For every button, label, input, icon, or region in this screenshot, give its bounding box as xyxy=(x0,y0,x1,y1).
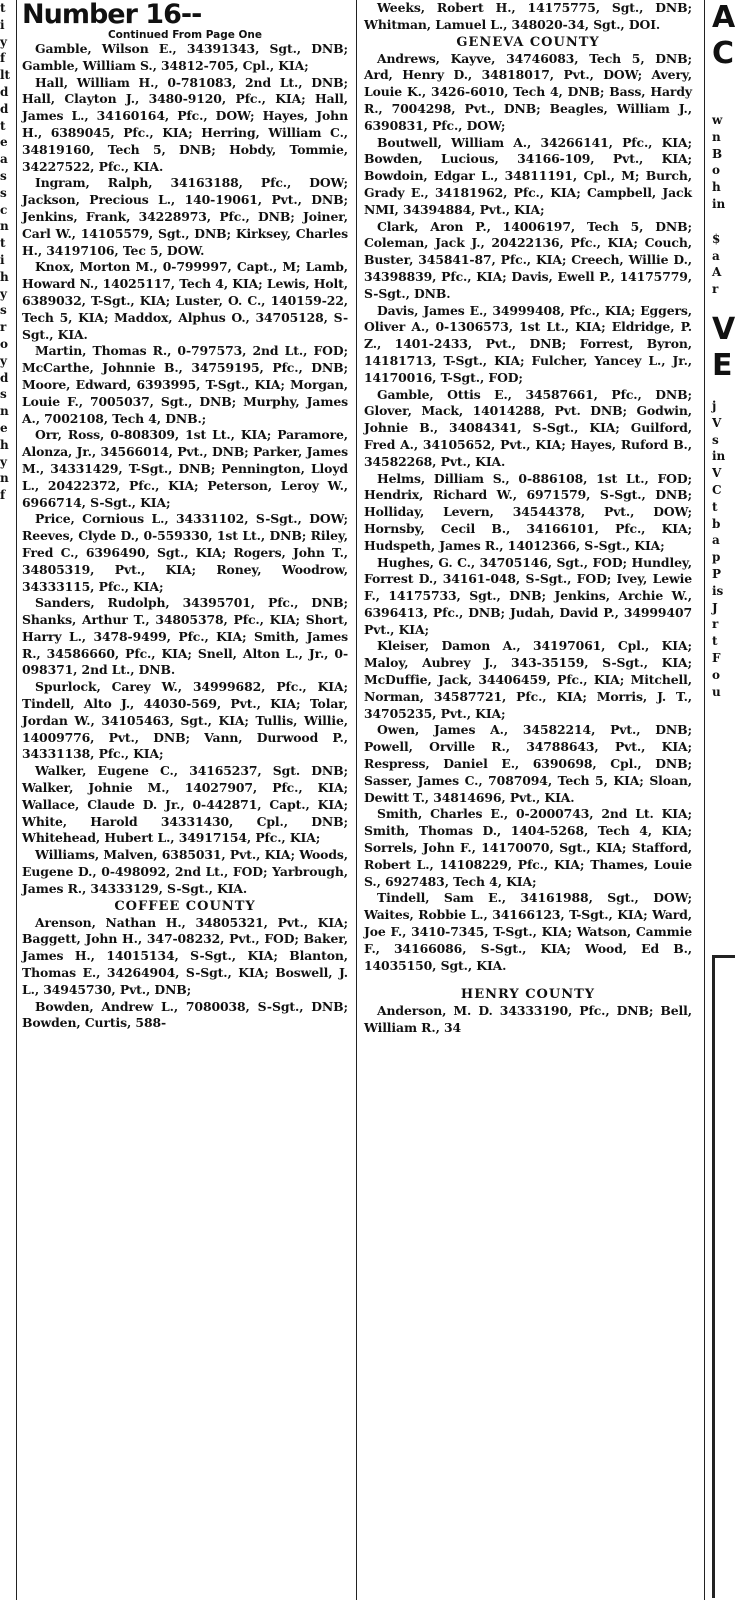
casualty-paragraph: Walker, Eugene C., 34165237, Sgt. DNB; Walker, Johnie M., 14027907, Pfc., KIA; Wallace, Claude D. Jr., 0-442871, Capt., KIA; White, Harold 34331430, Cpl., DNB; Whitehead, Hubert L., 34917154, Pfc., KIA; xyxy=(22,763,348,846)
fragment-text: o xyxy=(0,336,9,351)
fragment-headline-letter: C xyxy=(712,36,735,71)
fragment-text: t xyxy=(712,634,718,649)
casualty-paragraph: Spurlock, Carey W., 34999682, Pfc., KIA; Tindell, Alto J., 44030-569, Pvt., KIA; Tolar, Jordan W., 34105463, Sgt., KIA; Tullis, Willie, 14009776, Pvt., DNB; Vann, Durwood P., 34331138, Pfc., KIA; xyxy=(22,679,348,762)
fragment-text: in xyxy=(712,449,726,464)
article-heading: Number 16-- xyxy=(22,0,202,30)
fragment-text: h xyxy=(712,180,721,195)
fragment-text: B xyxy=(712,146,723,161)
fragment-text: y xyxy=(0,353,7,368)
fragment-text: t xyxy=(0,118,6,133)
fragment-text: s xyxy=(0,303,7,318)
county-heading-henry: HENRY COUNTY xyxy=(460,987,596,1003)
casualty-paragraph: Knox, Morton M., 0-799997, Capt., M; Lamb, Howard N., 14025117, Tech 4, KIA; Lewis, Holt, 6389032, T-Sgt., KIA; Luster, O. C., 140159-22, Tech 5, KIA; Maddox, Alphus O., 34705128, S-Sgt., KIA. xyxy=(22,259,348,342)
fragment-text: i xyxy=(0,17,5,32)
fragment-text: j xyxy=(712,398,717,413)
article-column-1 xyxy=(22,0,348,1600)
casualty-paragraph: Anderson, M. D. 34333190, Pfc., DNB; Bell, William R., 34 xyxy=(364,1003,692,1036)
fragment-text: F xyxy=(712,650,721,665)
fragment-text: n xyxy=(0,404,9,419)
fragment-text: a xyxy=(712,248,720,263)
casualty-list-coffee-county xyxy=(22,915,348,1033)
fragment-text: e xyxy=(0,135,8,150)
fragment-text: $ xyxy=(712,231,721,246)
county-heading-geneva: GENEVA COUNTY xyxy=(456,34,600,50)
fragment-text: r xyxy=(712,282,719,297)
fragment-text: s xyxy=(712,432,719,447)
casualty-list-geneva-county xyxy=(364,51,692,975)
casualty-paragraph: Hughes, G. C., 34705146, Sgt., FOD; Hundley, Forrest D., 34161-048, S-Sgt., FOD; Ivey, Lewie F., 14175733, Sgt., DNB; Jenkins, Archie W., 6396413, Pfc., DNB; Judah, David P., 34999407 Pvt., KIA; xyxy=(364,554,692,637)
casualty-paragraph: Kleiser, Damon A., 34197061, Cpl., KIA; Maloy, Aubrey J., 343-35159, S-Sgt., KIA; McDuffie, Jack, 34406459, Pfc., KIA; Mitchell, Norman, 34587721, Pfc., KIA; Morris, J. T., 34705235, Pvt., KIA; xyxy=(364,638,692,721)
fragment-text: t xyxy=(0,236,6,251)
fragment-text: f xyxy=(0,51,6,66)
casualty-paragraph: Gamble, Ottis E., 34587661, Pfc., DNB; Glover, Mack, 14014288, Pvt. DNB; Godwin, Johnie B., 34084341, S-Sgt., KIA; Guilford, Fred A., 34105652, Pvt., KIA; Hayes, Ruford B., 34582268, Pvt., KIA. xyxy=(364,386,692,469)
fragment-text: A xyxy=(712,265,722,280)
casualty-paragraph: Gamble, Wilson E., 34391343, Sgt., DNB; Gamble, William S., 34812-705, Cpl., KIA; xyxy=(22,41,348,73)
fragment-text: c xyxy=(0,202,8,217)
fragment-text: b xyxy=(712,516,721,531)
casualty-paragraph: Sanders, Rudolph, 34395701, Pfc., DNB; Shanks, Arthur T., 34805378, Pfc., KIA; Short, Harry L., 3478-9499, Pfc., KIA; Smith, James R., 34586660, Pfc., KIA; Snell, Alton L., Jr., 0-098371, 2nd Lt., DNB. xyxy=(22,595,348,678)
fragment-text: h xyxy=(0,437,9,452)
fragment-text: s xyxy=(0,387,7,402)
fragment-text: y xyxy=(0,286,7,301)
fragment-text: lt xyxy=(0,68,11,83)
fragment-text: t xyxy=(0,1,6,15)
adjacent-box-border xyxy=(712,955,735,1598)
fragment-text: p xyxy=(712,550,721,565)
continued-line: Continued From Page One xyxy=(107,29,263,41)
casualty-paragraph: Tindell, Sam E., 34161988, Sgt., DOW; Waites, Robbie L., 34166123, T-Sgt., KIA; Ward, Joe F., 3410-7345, T-Sgt., KIA; Watson, Cammie F., 34166086, S-Sgt., KIA; Wood, Ed B., 14035150, Sgt., KIA. xyxy=(364,890,692,973)
fragment-text: e xyxy=(0,420,8,435)
fragment-text: n xyxy=(0,471,9,486)
fragment-text: u xyxy=(712,684,721,699)
casualty-paragraph: Helms, Dilliam S., 0-886108, 1st Lt., FOD; Hendrix, Richard W., 6971579, S-Sgt., DNB; Holliday, Levern, 34544378, Pvt., DOW; Hornsby, Cecil B., 34166101, Pfc., KIA; Hudspeth, James R., 14012366, S-Sgt., KIA; xyxy=(364,470,692,553)
fragment-text: o xyxy=(712,163,721,178)
column-rule xyxy=(16,0,17,1600)
casualty-paragraph: Ingram, Ralph, 34163188, Pfc., DOW; Jackson, Precious L., 140-19061, Pvt., DNB; Jenkins, Frank, 34228973, Pfc., DNB; Joiner, Carl W., 14105579, Sgt., DNB; Kirksey, Charles H., 34197106, Tec 5, DOW. xyxy=(22,175,348,258)
fragment-text-lines xyxy=(712,398,724,700)
fragment-text: y xyxy=(0,454,7,469)
casualty-list-henry-county xyxy=(364,1003,692,1037)
fragment-text: J xyxy=(712,600,718,615)
fragment-text: r xyxy=(0,320,7,335)
fragment-text: d xyxy=(0,84,9,99)
fragment-text-lines xyxy=(712,231,724,298)
fragment-text: n xyxy=(0,219,9,234)
fragment-headline-letter: E xyxy=(712,347,733,383)
article-column-2 xyxy=(364,0,692,1600)
fragment-text: s xyxy=(0,168,7,183)
fragment-headline-letter: V xyxy=(712,311,735,347)
county-heading-coffee: COFFEE COUNTY xyxy=(114,898,256,914)
fragment-text: t xyxy=(712,499,718,514)
casualty-paragraph: Smith, Charles E., 0-2000743, 2nd Lt. KIA; Smith, Thomas D., 1404-5268, Tech 4, KIA; Sorrels, John F., 14170070, Sgt., KIA; Stafford, Robert L., 14108229, Pfc., KIA; Thames, Louie S., 6927483, Tech 4, KIA; xyxy=(364,806,692,889)
fragment-text: d xyxy=(0,101,9,116)
fragment-text: n xyxy=(712,129,721,144)
casualty-paragraph: Boutwell, William A., 34266141, Pfc., KIA; Bowden, Lucious, 34166-109, Pvt., KIA; Bowdoin, Edgar L., 34811191, Cpl., M; Burch, Grady E., 34181962, Pfc., KIA; Campbell, Jack NMI, 34394884, Pvt., KIA; xyxy=(364,134,692,217)
fragment-text: o xyxy=(712,667,721,682)
fragment-text: in xyxy=(712,196,726,211)
casualty-paragraph: Orr, Ross, 0-808309, 1st Lt., KIA; Paramore, Alonza, Jr., 34566014, Pvt., DNB; Parker, James M., 34331429, T-Sgt., DNB; Pennington, Lloyd L., 20422372, Pfc., KIA; Peterson, Leroy W., 6966714, S-Sgt., KIA; xyxy=(22,427,348,510)
fragment-text: a xyxy=(712,533,720,548)
casualty-list-continued xyxy=(364,0,692,34)
casualty-paragraph: Andrews, Kayve, 34746083, Tech 5, DNB; Ard, Henry D., 34818017, Pvt., DOW; Avery, Louie K., 3426-6010, Tech 4, DNB; Bass, Hardy R., 7004298, Pvt., DNB; Beagles, William J., 6390831, Pfc., DOW; xyxy=(364,50,692,133)
fragment-text: h xyxy=(0,269,9,284)
left-column-edge-fragment xyxy=(0,0,12,1600)
casualty-paragraph: Weeks, Robert H., 14175775, Sgt., DNB; Whitman, Lamuel L., 348020-34, Sgt., DOI. xyxy=(364,0,692,32)
fragment-text: C xyxy=(712,482,722,497)
fragment-text: d xyxy=(0,370,9,385)
fragment-text: i xyxy=(0,252,5,267)
fragment-text: is xyxy=(712,583,724,598)
casualty-paragraph: Williams, Malven, 6385031, Pvt., KIA; Woods, Eugene D., 0-498092, 2nd Lt., FOD; Yarbrough, James R., 34333129, S-Sgt., KIA. xyxy=(22,847,348,896)
fragment-text: r xyxy=(712,617,719,632)
fragment-headline-letter: A xyxy=(712,0,735,35)
fragment-text: V xyxy=(712,466,722,481)
fragment-text: w xyxy=(712,113,723,127)
column-rule xyxy=(356,0,357,1600)
casualty-paragraph: Owen, James A., 34582214, Pvt., DNB; Powell, Orville R., 34788643, Pvt., KIA; Respress, Daniel E., 6390698, Cpl., DNB; Sasser, James C., 7087094, Tech 5, KIA; Sloan, Dewitt T., 34814696, Pvt., KIA. xyxy=(364,722,692,805)
casualty-paragraph: Price, Cornious L., 34331102, S-Sgt., DOW; Reeves, Clyde D., 0-559330, 1st Lt., DNB; Riley, Fred C., 6396490, Sgt., KIA; Rogers, John T., 34805319, Pvt., KIA; Roney, Woodrow, 34333115, Pfc., KIA; xyxy=(22,511,348,594)
casualty-list-dale-county-continued xyxy=(22,41,348,898)
fragment-text-lines xyxy=(712,112,724,213)
fragment-text: P xyxy=(712,566,722,581)
column-rule xyxy=(704,0,705,1600)
casualty-paragraph: Bowden, Andrew L., 7080038, S-Sgt., DNB; Bowden, Curtis, 588- xyxy=(22,998,348,1031)
casualty-paragraph: Clark, Aron P., 14006197, Tech 5, DNB; Coleman, Jack J., 20422136, Pfc., KIA; Couch, Buster, 345841-87, Pfc., KIA; Creech, Willie D., 34398839, Pfc., KIA; Davis, Ewell P., 14175779, S-Sgt., DNB. xyxy=(364,218,692,301)
fragment-text: y xyxy=(0,34,7,49)
casualty-paragraph: Hall, William H., 0-781083, 2nd Lt., DNB; Hall, Clayton J., 3480-9120, Pfc., KIA; Hall, James L., 34160164, Pfc., DOW; Hayes, John H., 6389045, Pfc., KIA; Herring, William C., 34819160, Tech 5, DNB; Hobdy, Tommie, 34227522, Pfc., KIA. xyxy=(22,74,348,174)
casualty-paragraph: Davis, James E., 34999408, Pfc., KIA; Eggers, Oliver A., 0-1306573, 1st Lt., KIA; Eldridge, P. Z., 1401-2433, Pvt., DNB; Forrest, Byron, 14181713, T-Sgt., KIA; Fulcher, Yancey L., Jr., 14170016, T-Sgt., FOD; xyxy=(364,302,692,385)
fragment-text: s xyxy=(0,185,7,200)
casualty-paragraph: Arenson, Nathan H., 34805321, Pvt., KIA; Baggett, John H., 347-08232, Pvt., FOD; Baker, James H., 14015134, S-Sgt., KIA; Blanton, Thomas E., 34264904, S-Sgt., KIA; Boswell, J. L., 34945730, Pvt., DNB; xyxy=(22,914,348,997)
fragment-text: f xyxy=(0,488,6,503)
fragment-text: a xyxy=(0,152,8,167)
fragment-text: V xyxy=(712,415,722,430)
casualty-paragraph: Martin, Thomas R., 0-797573, 2nd Lt., FOD; McCarthe, Johnnie B., 34759195, Pfc., DNB; Moore, Edward, 6393995, T-Sgt., KIA; Morgan, Louie F., 7005037, Sgt., DNB; Murphy, James A., 7002108, Tech 4, DNB.; xyxy=(22,343,348,426)
